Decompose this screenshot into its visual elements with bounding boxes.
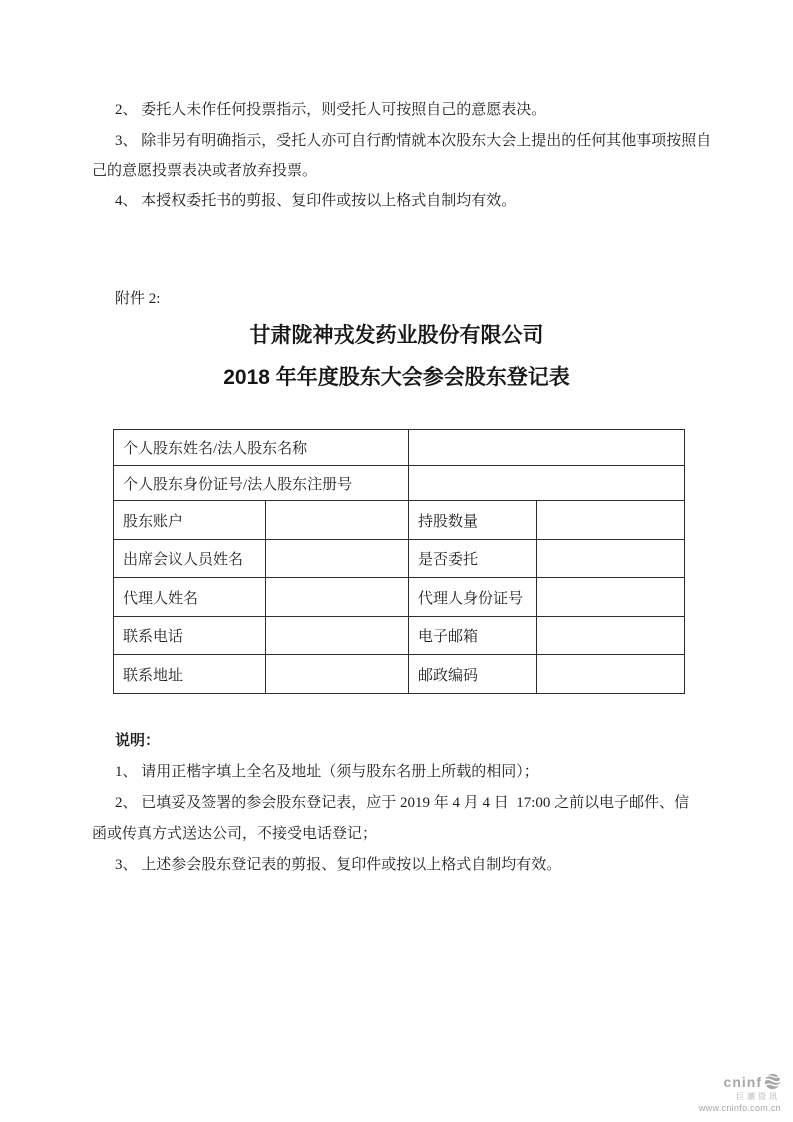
label-shareholder-id: 个人股东身份证号/法人股东注册号	[114, 466, 409, 501]
table-row	[114, 655, 685, 694]
company-title: 甘肃陇神戎发药业股份有限公司	[249, 324, 544, 347]
preamble-item-3-line-2: 己的意愿投票表决或者放弃投票。	[92, 163, 318, 179]
label-email: 电子邮箱	[409, 617, 537, 655]
notes-item-3: 3、 上述参会股东登记表的剪报、复印件或按以上格式自制均有效。	[115, 857, 562, 873]
value-address	[266, 655, 409, 694]
notes-item-2-line-2: 函或传真方式送达公司，不接受电话登记；	[92, 826, 378, 842]
table-row	[114, 501, 685, 540]
value-shares-held	[537, 501, 685, 540]
cninfo-brand-text: cninf	[723, 1073, 762, 1090]
label-attendee-name: 出席会议人员姓名	[114, 540, 266, 578]
label-proxy-id: 代理人身份证号	[409, 578, 537, 617]
value-proxy-id	[537, 578, 685, 617]
notes-item-2-line-1: 2、 已填妥及签署的参会股东登记表，应于 2019 年 4 月 4 日 17:00 之前以电子邮件、信	[115, 795, 690, 811]
label-phone: 联系电话	[114, 617, 266, 655]
table-row	[114, 578, 685, 617]
label-proxy-name: 代理人姓名	[114, 578, 266, 617]
registration-table	[113, 429, 685, 694]
value-phone	[266, 617, 409, 655]
label-address: 联系地址	[114, 655, 266, 694]
cninfo-chinese-name: 巨潮资讯	[736, 1092, 780, 1101]
label-shareholder-account: 股东账户	[114, 501, 266, 540]
value-shareholder-name	[409, 430, 685, 466]
cninfo-swirl-icon	[764, 1073, 781, 1090]
value-postal-code	[537, 655, 685, 694]
value-shareholder-id	[409, 466, 685, 501]
cninfo-watermark	[699, 1073, 781, 1113]
notes-item-1: 1、 请用正楷字填上全名及地址（须与股东名册上所载的相同）；	[115, 764, 539, 780]
label-shares-held: 持股数量	[409, 501, 537, 540]
preamble-item-2: 2、 委托人未作任何投票指示，则受托人可按照自己的意愿表决。	[115, 102, 547, 118]
table-row	[114, 617, 685, 655]
notes-heading: 说明：	[115, 733, 161, 749]
label-is-proxy: 是否委托	[409, 540, 537, 578]
value-is-proxy	[537, 540, 685, 578]
value-email	[537, 617, 685, 655]
value-attendee-name	[266, 540, 409, 578]
label-shareholder-name: 个人股东姓名/法人股东名称	[114, 430, 409, 466]
table-row	[114, 540, 685, 578]
cninfo-brand-row	[699, 1073, 781, 1090]
preamble-item-4: 4、 本授权委托书的剪报、复印件或按以上格式自制均有效。	[115, 193, 517, 209]
cninfo-url: www.cninfo.com.cn	[698, 1103, 781, 1113]
label-postal-code: 邮政编码	[409, 655, 537, 694]
preamble-item-3-line-1: 3、 除非另有明确指示，受托人亦可自行酌情就本次股东大会上提出的任何其他事项按照自	[115, 133, 712, 149]
value-proxy-name	[266, 578, 409, 617]
table-row	[114, 466, 685, 501]
attachment-label: 附件 2:	[115, 291, 161, 307]
value-shareholder-account	[266, 501, 409, 540]
form-title: 2018 年年度股东大会参会股东登记表	[223, 366, 570, 389]
table-row	[114, 430, 685, 466]
